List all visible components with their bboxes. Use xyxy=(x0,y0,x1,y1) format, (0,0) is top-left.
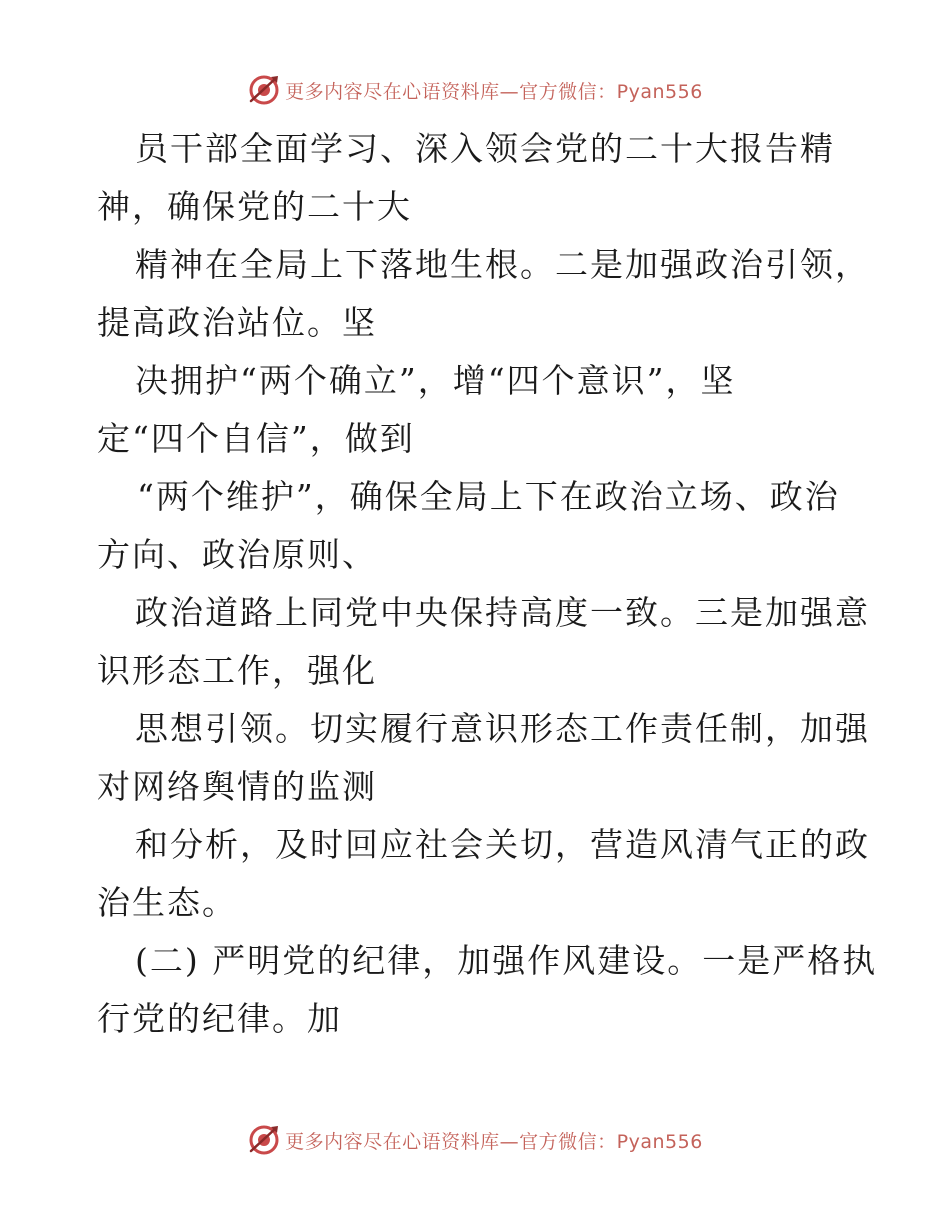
paragraph-line: 对网络舆情的监测 xyxy=(97,767,377,806)
header-watermark xyxy=(0,70,950,110)
paragraph-line: 方向、政治原则、 xyxy=(97,535,377,574)
paragraph-line: 定“四个自信”，做到 xyxy=(97,419,415,458)
paragraph-line: 行党的纪律。加 xyxy=(97,999,342,1038)
paragraph-line: 和分析，及时回应社会关切，营造风清气正的政 xyxy=(135,825,870,864)
paragraph-line: 决拥护“两个确立”，增“四个意识”，坚 xyxy=(135,361,736,400)
watermark-text: 更多内容尽在心语资料库—官方微信：Pyan556 xyxy=(285,80,703,103)
paragraph-line: 员干部全面学习、深入领会党的二十大报告精 xyxy=(135,129,835,168)
paragraph-line: 识形态工作，强化 xyxy=(97,651,377,690)
paragraph-line: 提高政治站位。坚 xyxy=(97,303,377,342)
section-heading-line: (二) 严明党的纪律，加强作风建设。一是严格执 xyxy=(135,941,878,980)
brand-logo-icon xyxy=(247,73,281,107)
brand-logo-icon xyxy=(247,1123,281,1157)
paragraph-line: 思想引领。切实履行意识形态工作责任制，加强 xyxy=(135,709,870,748)
paragraph-line: 神，确保党的二十大 xyxy=(97,187,412,226)
paragraph-line: 治生态。 xyxy=(97,883,237,922)
document-body xyxy=(97,120,878,1048)
paragraph-line: 精神在全局上下落地生根。二是加强政治引领， xyxy=(135,245,870,284)
paragraph-line: 政治道路上同党中央保持高度一致。三是加强意 xyxy=(135,593,870,632)
paragraph-line: “两个维护”，确保全局上下在政治立场、政治 xyxy=(137,477,840,516)
watermark-text: 更多内容尽在心语资料库—官方微信：Pyan556 xyxy=(285,1130,703,1153)
footer-watermark xyxy=(0,1120,950,1160)
